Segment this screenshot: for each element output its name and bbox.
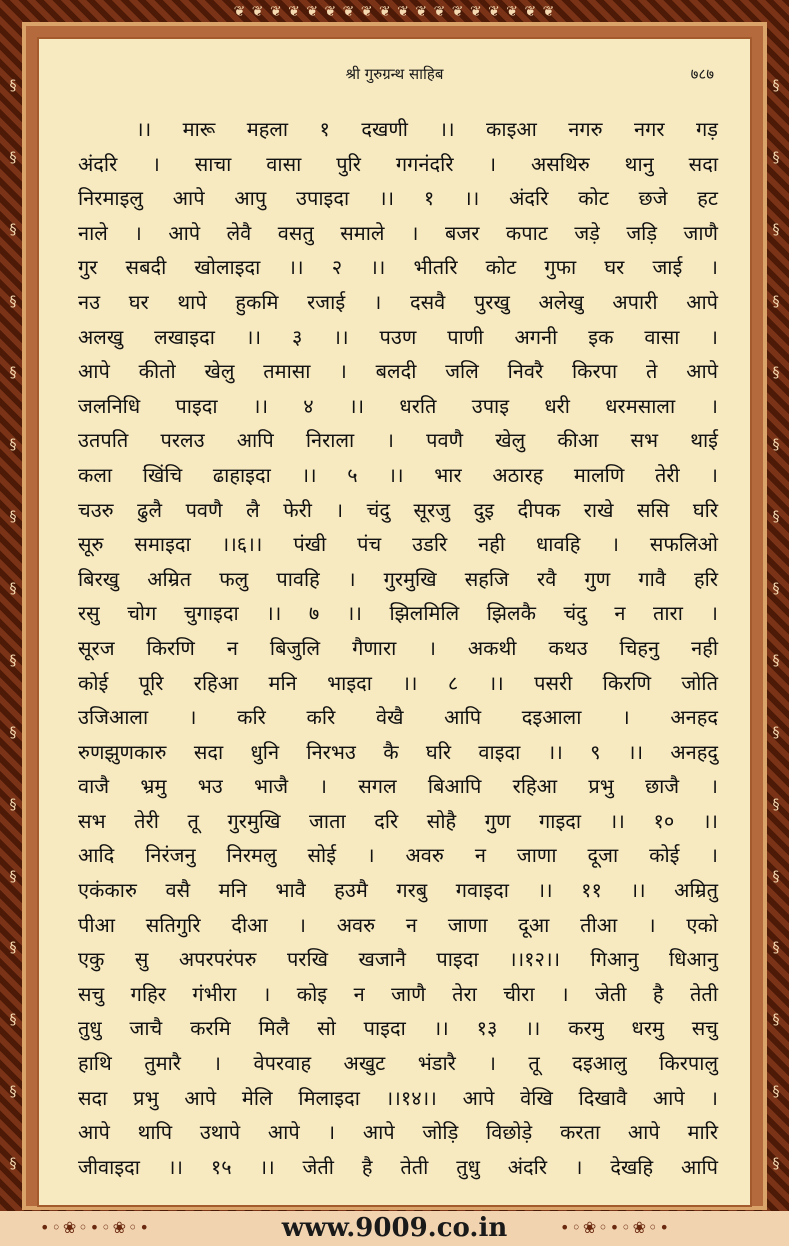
page-header [37,62,752,88]
text-line: जीवाइदा ।। १५ ।। जेती है तेती तुधु अंदरि । देखहि आपि [78,1154,718,1179]
text-line: बिरखु अम्रित फलु पावहि । गुरमुखि सहजि रवै गुण गावै हरि [78,566,718,591]
text-line: ।। मारू महला १ दखणी ।। काइआ नगरु नगर गड़ [136,117,718,141]
text-line: नउ घर थापे हुकमि रजाई । दसवै पुरखु अलेखु अपारी आपे [78,289,718,314]
text-line: आपे कीतो खेलु तमासा । बलदी जलि निवरै किरपा ते आपे [78,359,718,384]
text-line: चउरु ढुलै पवणै लै फेरी । चंदु सूरजु दुइ दीपक राखे ससि घरि [78,497,718,522]
text-line: नाले । आपे लेवै वसतु समाले । बजर कपाट जड़े जड़ि जाणै [78,220,718,245]
right-ornament: § § § § § § § § § § § § § § § § [772,77,780,1173]
footer-ornament-right: •◦❀◦•◦❀◦• [560,1218,671,1237]
text-line: रसु चोग चुगाइदा ।। ७ ।। झिलमिलि झिलकै चंदु न तारा । [78,601,718,626]
text-line: कोई पूरि रहिआ मनि भाइदा ।। ८ ।। पसरी किरणि जोति [78,670,718,695]
text-line: सूरज किरणि न बिजुलि गैणारा । अकथी कथउ चिहनु नही [78,635,718,660]
page-title: श्री गुरुग्रन्थ साहिब [345,65,444,83]
text-line: सचु गहिर गंभीरा । कोइ न जाणै तेरा चीरा । जेती है तेती [78,981,718,1006]
text-line: एकु सु अपरपरंपरु परखि खजानै पाइदा ।।१२।। गिआनु धिआनु [78,947,718,972]
text-line: वाजै भ्रमु भउ भाजै । सगल बिआपि रहिआ प्रभु छाजै । [78,774,718,799]
text-line: आदि निरंजनु निरमलु सोई । अवरु न जाणा दूजा कोई । [78,843,718,868]
footer-ornament-left: •◦❀◦•◦❀◦• [40,1218,151,1237]
text-line: तुधु जाचै करमि मिलै सो पाइदा ।। १३ ।। करमु धरमु सचु [78,1016,718,1041]
text-line: निरमाइलु आपे आपु उपाइदा ।। १ ।। अंदरि कोट छजे हट [78,186,718,211]
text-line: गुर सबदी खोलाइदा ।। २ ।। भीतरि कोट गुफा घर जाई । [78,255,718,280]
text-line: सूरु समाइदा ।।६।। पंखी पंच उडरि नही धावहि । सफलिओ [78,532,718,557]
text-line: कला खिंचि ढाहाइदा ।। ५ ।। भार अठारह मालणि तेरी । [78,462,718,487]
text-line: उतपति परलउ आपि निराला । पवणै खेलु कीआ सभ थाई [78,428,718,453]
page-number: ७८७ [690,65,714,83]
text-line: पीआ सतिगुरि दीआ । अवरु न जाणा दूआ तीआ । एको [78,912,718,937]
text-line: जलनिधि पाइदा ।। ४ ।। धरति उपाइ धरी धरमसाला । [78,393,718,418]
text-line: सभ तेरी तू गुरमुखि जाता दरि सोहै गुण गाइदा ।। १० ।। [78,808,718,833]
left-ornament: § § § § § § § § § § § § § § § § [9,77,17,1173]
website-url-link[interactable]: www.9009.co.in [281,1213,508,1243]
text-line: उजिआला । करि करि वेखै आपि दइआला । अनहद [78,705,718,730]
scripture-text [78,112,718,1184]
text-line: आपे थापि उथापे आपे । आपे जोड़ि विछोड़े करता आपे मारि [78,1120,718,1145]
text-line: हाथि तुमारै । वेपरवाह अखुट भंडारै । तू दइआलु किरपालु [78,1051,718,1076]
text-line: सदा प्रभु आपे मेलि मिलाइदा ।।१४।। आपे वेखि दिखावै आपे । [78,1085,718,1110]
top-ornament: ❦ ❦ ❦ ❦ ❦ ❦ ❦ ❦ ❦ ❦ ❦ ❦ ❦ ❦ ❦ ❦ ❦ ❦ [233,4,556,20]
text-line: एकंकारु वसै मनि भावै हउमै गरबु गवाइदा ।। ११ ।। अम्रितु [78,878,718,903]
text-line: अलखु लखाइदा ।। ३ ।। पउण पाणी अगनी इक वासा । [78,324,718,349]
text-line: अंदरि । साचा वासा पुरि गगनंदरि । असथिरु थानु सदा [78,151,718,176]
text-line: रुणझुणकारु सदा धुनि निरभउ कै घरि वाइदा ।। ९ ।। अनहदु [78,739,718,764]
